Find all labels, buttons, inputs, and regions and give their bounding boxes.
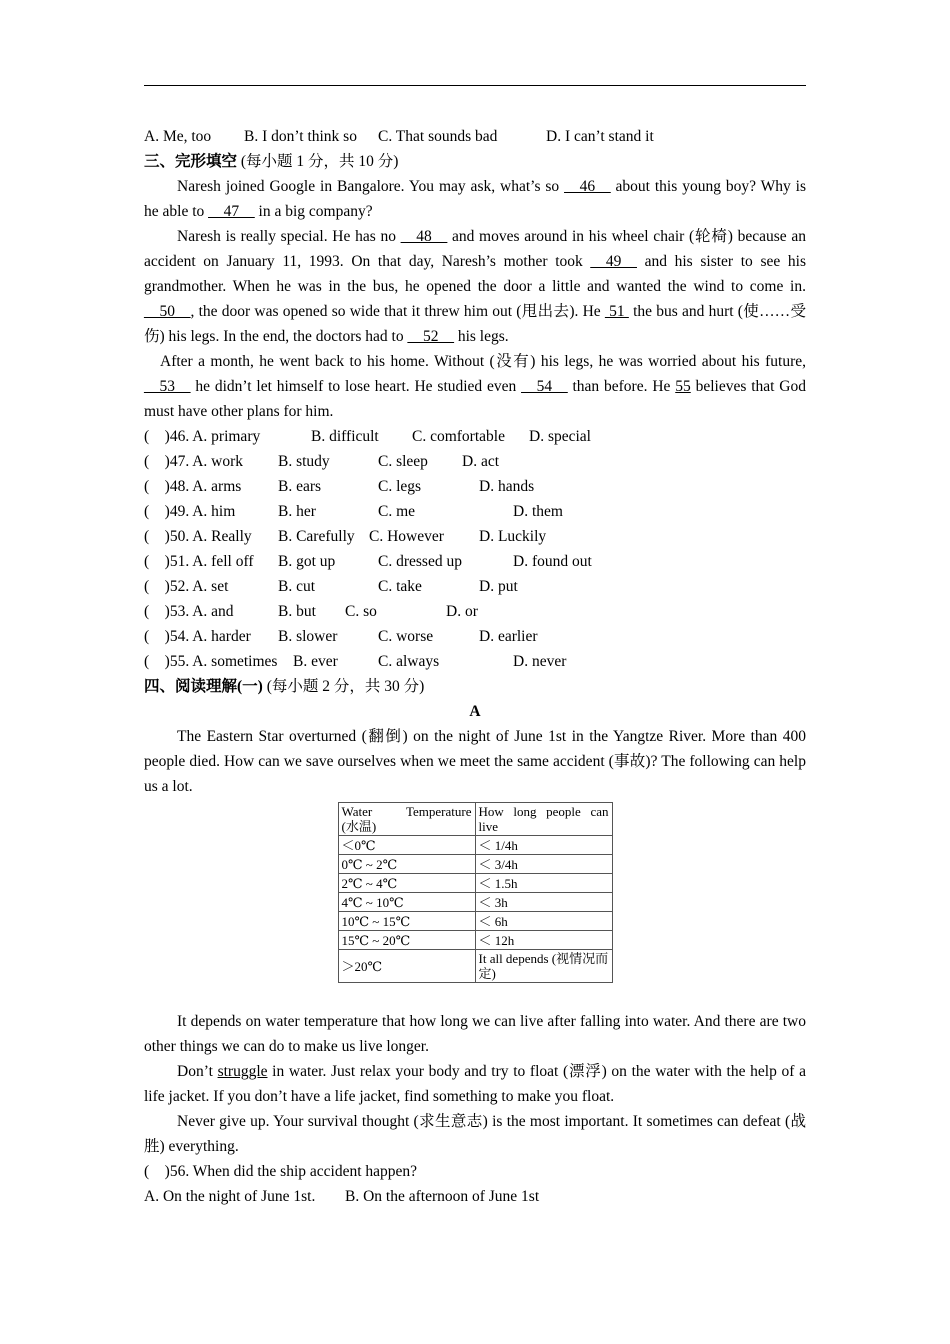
- passage-label: A: [469, 703, 481, 720]
- section4-title: 四、阅读理解(一): [144, 678, 263, 695]
- temperature-table-wrap: [144, 802, 806, 983]
- q56-option-b: B. On the afternoon of June 1st: [345, 1188, 540, 1205]
- q45-option-a: A. Me, too: [144, 128, 212, 145]
- cloze-paragraph-2: Naresh is really special. He has no __48__ and moves around in his wheel chair (轮椅) because an accident on January 11, 1993. On that day, Naresh’s mother took __49__ and his sister to see his grandmother. When he was in the bus, he opened the door a little and wanted the wind to come in. __50__, the door was opened so wide that it threw him out (甩出去). He 51 the bus and hurt (使……受伤) his legs. In the end, the doctors had to __52__ his legs.: [144, 228, 807, 345]
- q45-option-c: C. That sounds bad: [378, 128, 498, 145]
- header-rule: [144, 85, 806, 86]
- question-52: ( )52. A. set B. cut C. take D. put: [144, 578, 518, 595]
- table-row: 4℃ ~ 10℃ ＜ 3h: [338, 893, 612, 912]
- q45-options: [144, 124, 806, 149]
- table-header-time: How long people can live: [475, 803, 612, 836]
- cloze-paragraph-3: After a month, he went back to his home. Without (没有) his legs, he was worried about his future, __53__ he didn’t let himself to lose heart. He studied even __54__ than before. He 55 believes that God must have other plans for him.: [144, 353, 807, 420]
- blank-47: __47__: [208, 203, 255, 220]
- question-53: ( )53. A. and B. but C. so D. or: [144, 603, 478, 620]
- blank-52: __52__: [407, 328, 454, 345]
- blank-49: __49__: [590, 253, 637, 270]
- reading-paragraph-3: Don’t struggle in water. Just relax your body and try to float (漂浮) on the water with the help of a life jacket. If you don’t have a life jacket, find something to make you float.: [144, 1063, 806, 1105]
- question-55: ( )55. A. sometimes B. ever C. always D. never: [144, 653, 567, 670]
- table-row: 0℃ ~ 2℃ ＜ 3/4h: [338, 855, 612, 874]
- q45-option-b: B. I don’t think so: [244, 128, 357, 145]
- section3-heading: [144, 149, 806, 174]
- reading-paragraph-4: Never give up. Your survival thought (求生意志) is the most important. It sometimes can defeat (战胜) everything.: [144, 1113, 806, 1155]
- table-header-temperature: Water Temperature (水温): [338, 803, 475, 836]
- question-49: ( )49. A. him B. her C. me D. them: [144, 503, 563, 520]
- question-51: ( )51. A. fell off B. got up C. dressed up D. found out: [144, 553, 592, 570]
- blank-53: __53__: [144, 378, 191, 395]
- table-row: 10℃ ~ 15℃ ＜ 6h: [338, 912, 612, 931]
- question-54: ( )54. A. harder B. slower C. worse D. earlier: [144, 628, 538, 645]
- cloze-paragraph-1: Naresh joined Google in Bangalore. You may ask, what’s so __46__ about this young boy? Why is he able to __47__ in a big company?: [144, 178, 807, 220]
- blank-50: __50__: [144, 303, 191, 320]
- table-row: ＞20℃ It all depends (视情况而定): [338, 950, 612, 983]
- question-50: ( )50. A. Really B. Carefully C. However D. Luckily: [144, 528, 547, 545]
- section3-title: 三、完形填空: [144, 153, 238, 170]
- underlined-word-struggle: struggle: [217, 1063, 268, 1080]
- question-56-options: [144, 1184, 806, 1209]
- blank-46: __46__: [564, 178, 611, 195]
- table-row: 15℃ ~ 20℃ ＜ 12h: [338, 931, 612, 950]
- temperature-table: [338, 802, 613, 983]
- section4-heading: [144, 674, 806, 699]
- question-48: ( )48. A. arms B. ears C. legs D. hands: [144, 478, 535, 495]
- exam-page: [144, 124, 806, 1209]
- reading-paragraph-1: The Eastern Star overturned (翻倒) on the night of June 1st in the Yangtze River. More than 400 people died. How can we save ourselves when we meet the same accident (事故)? The following can help us a lot.: [144, 728, 806, 795]
- question-56: ( )56. When did the ship accident happen?: [144, 1163, 418, 1180]
- table-header-row: [338, 803, 612, 836]
- section3-note: (每小题 1 分，共 10 分): [240, 153, 399, 170]
- table-row: ＜0℃ ＜ 1/4h: [338, 836, 612, 855]
- blank-51: 51: [604, 303, 629, 320]
- cloze-question-list: [144, 424, 806, 674]
- blank-48: __48__: [400, 228, 448, 245]
- table-row: 2℃ ~ 4℃ ＜ 1.5h: [338, 874, 612, 893]
- blank-54: __54__: [521, 378, 568, 395]
- reading-paragraph-2: It depends on water temperature that how long we can live after falling into water. And there are two other things we can do to make us live longer.: [144, 1013, 806, 1055]
- section4-note: (每小题 2 分，共 30 分): [266, 678, 425, 695]
- q45-option-d: D. I can’t stand it: [546, 128, 654, 145]
- question-46: ( )46. A. primary B. difficult C. comfortable D. special: [144, 428, 591, 445]
- question-47: ( )47. A. work B. study C. sleep D. act: [144, 453, 500, 470]
- blank-55: 55: [675, 378, 691, 395]
- q56-option-a: A. On the night of June 1st.: [144, 1188, 316, 1205]
